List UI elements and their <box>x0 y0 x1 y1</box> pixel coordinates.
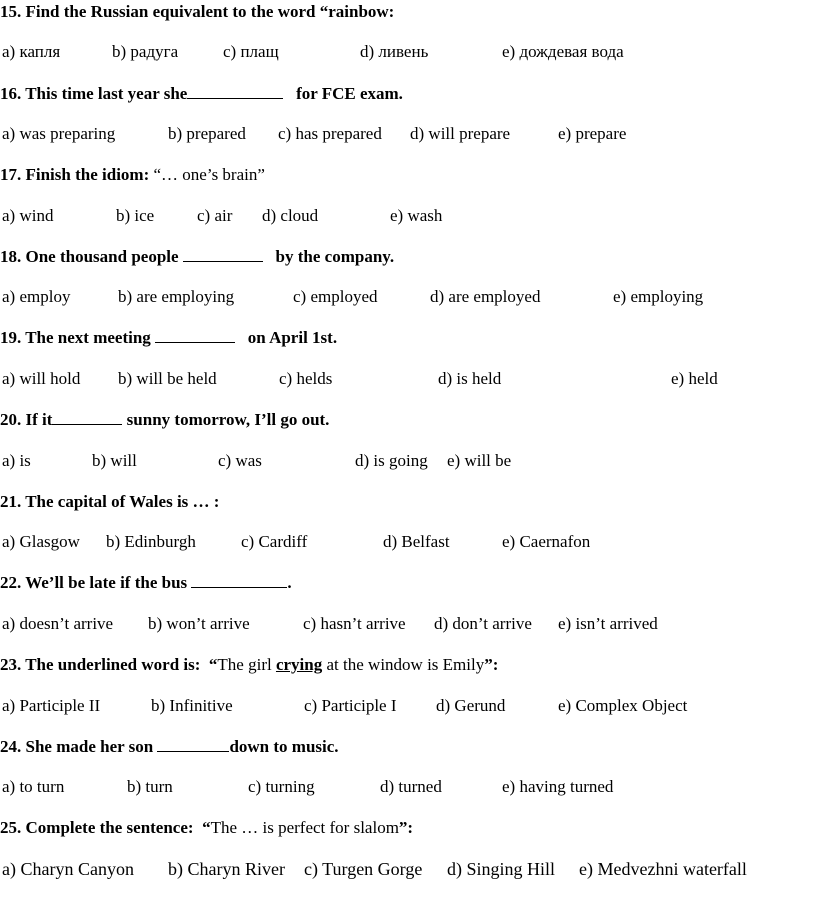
question-text: 17. Finish the idiom: <box>0 165 150 184</box>
question-20 <box>0 410 329 430</box>
option-d[interactable]: d) Belfast <box>383 532 450 551</box>
option-e[interactable]: e) Complex Object <box>558 696 688 715</box>
question-text: 15. Find the Russian equivalent to the word “rainbow: <box>0 2 395 21</box>
answer-blank <box>187 84 283 99</box>
option-e[interactable]: e) will be <box>447 451 512 470</box>
sentence-start: The girl <box>217 655 272 674</box>
question-15 <box>0 2 394 22</box>
option-c[interactable]: c) Participle I <box>304 696 397 715</box>
option-c[interactable]: c) air <box>197 206 233 225</box>
option-a[interactable]: a) employ <box>2 287 71 306</box>
question-text: 19. The next meeting <box>0 328 151 347</box>
option-e[interactable]: e) Caernafon <box>502 532 591 551</box>
question-text: 21. The capital of Wales is … : <box>0 492 220 511</box>
question-25 <box>0 818 413 838</box>
option-d[interactable]: d) don’t arrive <box>434 614 532 633</box>
option-b[interactable]: b) will be held <box>118 369 217 388</box>
question-text: 23. The underlined word is: <box>0 655 201 674</box>
option-d[interactable]: d) is going <box>355 451 428 470</box>
option-b[interactable]: b) won’t arrive <box>148 614 250 633</box>
question-23 <box>0 655 498 675</box>
question-24 <box>0 737 339 757</box>
option-b[interactable]: b) prepared <box>168 124 246 143</box>
option-a[interactable]: a) doesn’t arrive <box>2 614 114 633</box>
sentence: The … is perfect for slalom <box>210 818 399 837</box>
question-17 <box>0 165 265 185</box>
answer-blank <box>155 328 235 343</box>
question-22 <box>0 573 292 593</box>
question-16 <box>0 84 403 104</box>
option-a[interactable]: a) капля <box>2 42 61 61</box>
option-d[interactable]: d) Gerund <box>436 696 506 715</box>
question-18 <box>0 247 394 267</box>
option-e[interactable]: e) wash <box>390 206 443 225</box>
question-19 <box>0 328 337 348</box>
question-21 <box>0 492 219 512</box>
question-text-end: sunny tomorrow, I’ll go out. <box>126 410 330 429</box>
option-b[interactable]: b) will <box>92 451 137 470</box>
option-a[interactable]: a) Charyn Canyon <box>2 859 134 879</box>
option-a[interactable]: a) will hold <box>2 369 81 388</box>
option-d[interactable]: d) Singing Hill <box>447 859 556 879</box>
option-e[interactable]: e) having turned <box>502 777 614 796</box>
option-b[interactable]: b) are employing <box>118 287 235 306</box>
option-e[interactable]: e) isn’t arrived <box>558 614 658 633</box>
answer-blank <box>191 573 287 588</box>
question-text-end: for FCE exam. <box>296 84 403 103</box>
option-b[interactable]: b) Infinitive <box>151 696 233 715</box>
option-d[interactable]: d) is held <box>438 369 502 388</box>
question-text-end: on April 1st. <box>247 328 338 347</box>
option-b[interactable]: b) Edinburgh <box>106 532 196 551</box>
option-b[interactable]: b) радуга <box>112 42 179 61</box>
question-text-end: by the company. <box>275 247 395 266</box>
open-quote: “ <box>202 818 211 837</box>
option-a[interactable]: a) Glasgow <box>2 532 80 551</box>
answer-blank <box>157 737 229 752</box>
option-c[interactable]: c) hasn’t arrive <box>303 614 406 633</box>
close-quote: ”: <box>398 818 414 837</box>
option-a[interactable]: a) to turn <box>2 777 65 796</box>
option-a[interactable]: a) wind <box>2 206 54 225</box>
option-a[interactable]: a) was preparing <box>2 124 116 143</box>
question-text: 25. Complete the sentence: <box>0 818 194 837</box>
option-e[interactable]: e) Medvezhni waterfall <box>579 859 747 879</box>
option-b[interactable]: b) Charyn River <box>168 859 285 879</box>
open-quote: “ <box>208 655 218 674</box>
option-c[interactable]: c) плащ <box>223 42 279 61</box>
option-c[interactable]: c) Cardiff <box>241 532 308 551</box>
underlined-word: crying <box>275 655 323 674</box>
option-e[interactable]: e) prepare <box>558 124 627 143</box>
close-quote: ”: <box>484 655 499 674</box>
question-text: 24. She made her son <box>0 737 154 756</box>
question-text: 16. This time last year she <box>0 84 188 103</box>
option-a[interactable]: a) Participle II <box>2 696 101 715</box>
option-d[interactable]: d) will prepare <box>410 124 511 143</box>
option-c[interactable]: c) helds <box>279 369 333 388</box>
option-b[interactable]: b) ice <box>116 206 155 225</box>
option-d[interactable]: d) turned <box>380 777 442 796</box>
option-e[interactable]: e) held <box>671 369 718 388</box>
option-c[interactable]: c) turning <box>248 777 315 796</box>
answer-blank <box>183 247 263 262</box>
option-c[interactable]: c) was <box>218 451 262 470</box>
option-d[interactable]: d) are employed <box>430 287 541 306</box>
idiom-quote: “… one’s brain” <box>153 165 265 184</box>
question-text-end: . <box>287 573 292 592</box>
option-c[interactable]: c) employed <box>293 287 378 306</box>
sentence-end: at the window is Emily <box>326 655 485 674</box>
question-text-end: down to music. <box>229 737 339 756</box>
question-text: 18. One thousand people <box>0 247 179 266</box>
option-b[interactable]: b) turn <box>127 777 173 796</box>
question-text: 22. We’ll be late if the bus <box>0 573 188 592</box>
question-text: 20. If it <box>0 410 53 429</box>
answer-blank <box>52 410 122 425</box>
option-c[interactable]: c) Turgen Gorge <box>304 859 423 879</box>
option-d[interactable]: d) cloud <box>262 206 319 225</box>
option-e[interactable]: e) employing <box>613 287 704 306</box>
option-c[interactable]: c) has prepared <box>278 124 382 143</box>
option-e[interactable]: e) дождевая вода <box>502 42 624 61</box>
option-d[interactable]: d) ливень <box>360 42 429 61</box>
option-a[interactable]: a) is <box>2 451 31 470</box>
